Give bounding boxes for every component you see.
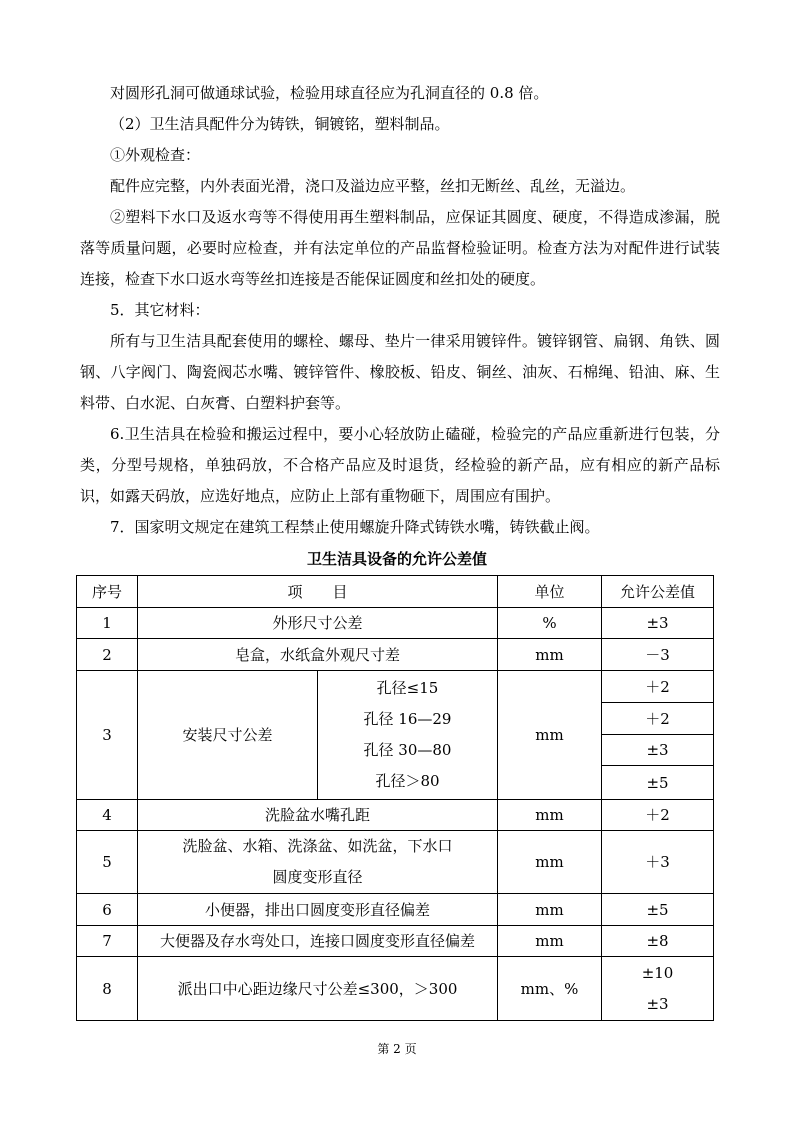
hole-diameter-list <box>318 671 498 800</box>
row-no: 6 <box>77 894 138 926</box>
table-header-row <box>77 576 714 608</box>
paragraph-fittings-complete: 配件应完整，内外表面光滑，浇口及溢边应平整，丝扣无断丝、乱丝，无溢边。 <box>110 177 636 195</box>
table-row <box>77 671 714 703</box>
row-item: 大便器及存水弯处口，连接口圆度变形直径偏差 <box>138 926 498 957</box>
row-unit: mm <box>498 926 602 957</box>
row-tolerance: ＋2 <box>602 671 714 703</box>
row-no: 3 <box>77 671 138 800</box>
row-no: 5 <box>77 831 138 894</box>
row-tolerance: ±8 <box>602 926 714 957</box>
row-unit: mm <box>498 800 602 831</box>
row-unit: % <box>498 608 602 639</box>
table-row <box>77 831 714 894</box>
row-item: 洗脸盆水嘴孔距 <box>138 800 498 831</box>
row-tolerance: ±3 <box>602 735 714 766</box>
hole-diameter-label: 孔径 30—80 <box>363 741 452 759</box>
tolerance-table <box>76 575 714 1021</box>
row-unit: mm、% <box>498 957 602 1021</box>
row-item: 安装尺寸公差 <box>138 671 318 800</box>
header-tolerance: 允许公差值 <box>602 576 714 608</box>
row-unit: mm <box>498 894 602 926</box>
row-tolerance: ＋3 <box>602 831 714 894</box>
hole-diameter-label: 孔径＞80 <box>375 772 440 790</box>
paragraph-galvanized-parts: 所有与卫生洁具配套使用的螺栓、螺母、垫片一律采用镀锌件。镀锌钢管、扁钢、角铁、圆钢、八字阀门、陶瓷阀芯水嘴、镀锌管件、橡胶板、铅皮、铜丝、油灰、石棉绳、铅油、麻、生料带、白水泥、白灰膏、白塑料护套等。 <box>80 332 720 412</box>
table-row <box>77 608 714 639</box>
row-item: 小便器，排出口圆度变形直径偏差 <box>138 894 498 926</box>
row-item-line: 洗脸盆、水箱、洗涤盆、如洗盆，下水口 <box>182 837 453 855</box>
header-unit: 单位 <box>498 576 602 608</box>
table-row <box>77 639 714 671</box>
row-no: 1 <box>77 608 138 639</box>
row-no: 7 <box>77 926 138 957</box>
page-number: 第 2 页 <box>377 1042 417 1056</box>
row-no: 4 <box>77 800 138 831</box>
header-item: 项 目 <box>138 576 498 608</box>
paragraph-national-regulation: 7．国家明文规定在建筑工程禁止使用螺旋升降式铸铁水嘴，铸铁截止阀。 <box>110 518 600 536</box>
row-tolerance: ＋2 <box>602 800 714 831</box>
table-row <box>77 926 714 957</box>
table-row <box>77 800 714 831</box>
row-item: 派出口中心距边缘尺寸公差≤300，＞300 <box>138 957 498 1021</box>
paragraph-plastic-drain: ②塑料下水口及返水弯等不得使用再生塑料制品，应保证其圆度、硬度，不得造成渗漏，脱落等质量问题，必要时应检查，并有法定单位的产品监督检验证明。检查方法为对配件进行试装连接，检查下水口返水弯等丝扣连接是否能保证圆度和丝扣处的硬度。 <box>80 208 720 288</box>
header-no: 序号 <box>77 576 138 608</box>
row-unit: mm <box>498 671 602 800</box>
row-tolerance: －3 <box>602 639 714 671</box>
paragraph-appearance-check-heading: ①外观检查： <box>110 146 201 164</box>
paragraph-handling: 6.卫生洁具在检验和搬运过程中，要小心轻放防止磕碰，检验完的产品应重新进行包装，分类，分型号规格，单独码放，不合格产品应及时退货，经检验的新产品，应有相应的新产品标识，如露天码放，应选好地点，应防止上部有重物砸下，周围应有围护。 <box>80 425 720 505</box>
table-row <box>77 957 714 1021</box>
row-no: 8 <box>77 957 138 1021</box>
row-unit: mm <box>498 639 602 671</box>
row-tolerance: ±3 <box>602 608 714 639</box>
hole-diameter-label: 孔径 16—29 <box>363 710 452 728</box>
row-tolerance-line: ±3 <box>646 994 669 1013</box>
table-title: 卫生洁具设备的允许公差值 <box>306 550 487 568</box>
row-no: 2 <box>77 639 138 671</box>
hole-diameter-label: 孔径≤15 <box>376 679 439 697</box>
row-unit: mm <box>498 831 602 894</box>
row-tolerance <box>602 957 714 1021</box>
row-item: 皂盒，水纸盒外观尺寸差 <box>138 639 498 671</box>
paragraph-fittings-types: （2）卫生洁具配件分为铸铁，铜镀铭，塑料制品。 <box>110 115 450 133</box>
table-row <box>77 894 714 926</box>
row-tolerance: ＋2 <box>602 703 714 735</box>
paragraph-ball-test: 对圆形孔洞可做通球试验，检验用球直径应为孔洞直径的 0.8 倍。 <box>110 84 549 102</box>
row-tolerance-line: ±10 <box>641 963 674 982</box>
row-tolerance: ±5 <box>602 766 714 800</box>
row-item-line: 圆度变形直径 <box>272 868 363 886</box>
paragraph-other-materials-heading: 5．其它材料： <box>110 301 210 319</box>
row-item <box>138 831 498 894</box>
row-tolerance: ±5 <box>602 894 714 926</box>
row-item: 外形尺寸公差 <box>138 608 498 639</box>
